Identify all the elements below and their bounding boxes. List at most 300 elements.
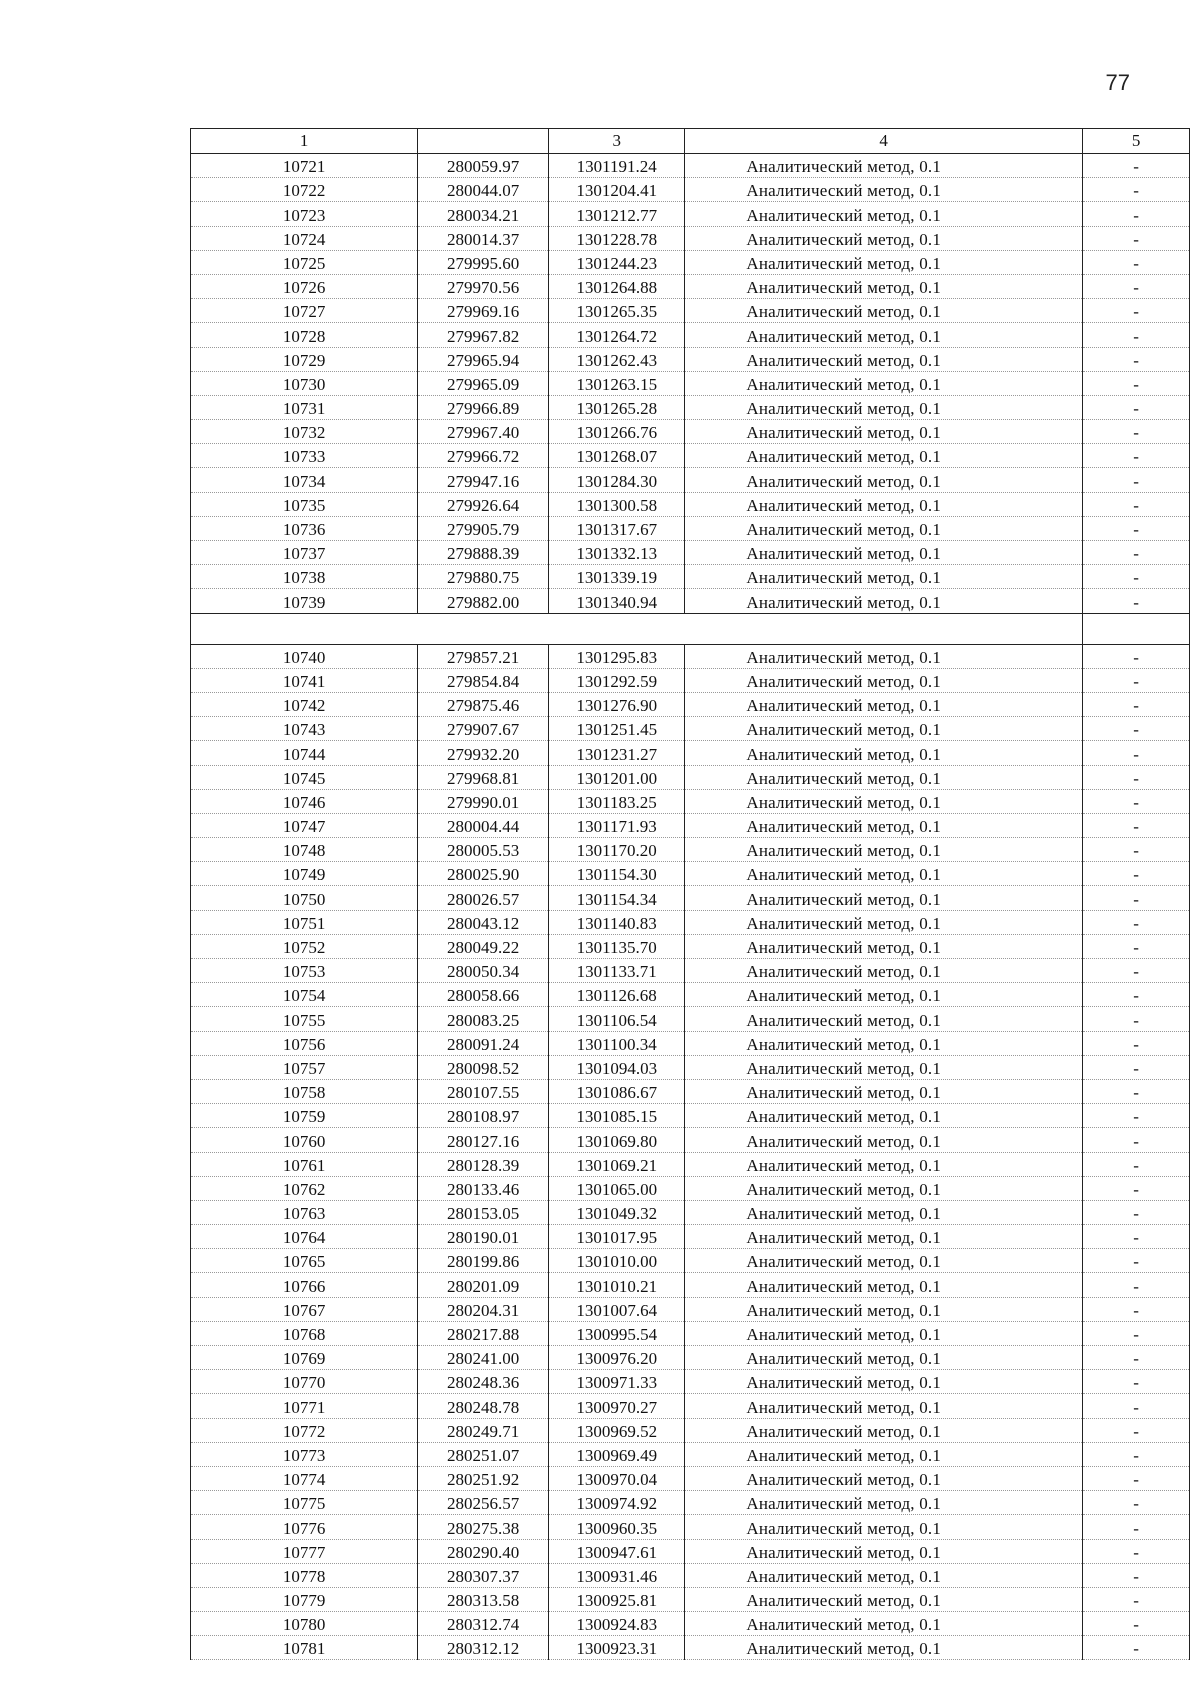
y-coordinate-cell: 1301010.21	[549, 1273, 685, 1297]
table-row	[191, 741, 1190, 765]
point-number-cell: 10745	[191, 765, 418, 789]
note-cell: -	[1083, 1539, 1190, 1563]
x-coordinate-cell: 279990.01	[418, 789, 549, 813]
y-coordinate-cell: 1301265.35	[549, 299, 685, 323]
x-coordinate-cell: 280127.16	[418, 1128, 549, 1152]
table-row	[191, 1200, 1190, 1224]
note-cell: -	[1083, 789, 1190, 813]
point-number-cell: 10747	[191, 813, 418, 837]
point-number-cell: 10731	[191, 395, 418, 419]
point-number-cell: 10777	[191, 1539, 418, 1563]
x-coordinate-cell: 280241.00	[418, 1346, 549, 1370]
table-row	[191, 347, 1190, 371]
point-number-cell: 10721	[191, 154, 418, 178]
note-cell: -	[1083, 1128, 1190, 1152]
table-row	[191, 789, 1190, 813]
y-coordinate-cell: 1301265.28	[549, 395, 685, 419]
x-coordinate-cell: 279967.40	[418, 420, 549, 444]
note-cell: -	[1083, 516, 1190, 540]
note-cell: -	[1083, 886, 1190, 910]
x-coordinate-cell: 279888.39	[418, 541, 549, 565]
table-row	[191, 371, 1190, 395]
method-cell: Аналитический метод, 0.1	[685, 1394, 1083, 1418]
header-col-2	[418, 129, 549, 154]
note-cell: -	[1083, 1152, 1190, 1176]
note-cell: -	[1083, 1418, 1190, 1442]
method-cell: Аналитический метод, 0.1	[685, 1636, 1083, 1660]
x-coordinate-cell: 280108.97	[418, 1104, 549, 1128]
x-coordinate-cell: 280248.78	[418, 1394, 549, 1418]
method-cell: Аналитический метод, 0.1	[685, 1321, 1083, 1345]
note-cell: -	[1083, 299, 1190, 323]
method-cell: Аналитический метод, 0.1	[685, 983, 1083, 1007]
note-cell: -	[1083, 1104, 1190, 1128]
method-cell: Аналитический метод, 0.1	[685, 1007, 1083, 1031]
note-cell: -	[1083, 541, 1190, 565]
x-coordinate-cell: 280050.34	[418, 959, 549, 983]
method-cell: Аналитический метод, 0.1	[685, 226, 1083, 250]
method-cell: Аналитический метод, 0.1	[685, 886, 1083, 910]
note-cell: -	[1083, 1442, 1190, 1466]
table-row	[191, 1079, 1190, 1103]
point-number-cell: 10767	[191, 1297, 418, 1321]
x-coordinate-cell: 280083.25	[418, 1007, 549, 1031]
point-number-cell: 10778	[191, 1563, 418, 1587]
point-number-cell: 10732	[191, 420, 418, 444]
table-row	[191, 1587, 1190, 1611]
y-coordinate-cell: 1301228.78	[549, 226, 685, 250]
y-coordinate-cell: 1301100.34	[549, 1031, 685, 1055]
x-coordinate-cell: 280251.92	[418, 1466, 549, 1490]
method-cell: Аналитический метод, 0.1	[685, 838, 1083, 862]
y-coordinate-cell: 1301135.70	[549, 934, 685, 958]
note-cell: -	[1083, 1225, 1190, 1249]
y-coordinate-cell: 1301204.41	[549, 178, 685, 202]
gap-cell	[418, 613, 549, 644]
note-cell: -	[1083, 154, 1190, 178]
x-coordinate-cell: 280251.07	[418, 1442, 549, 1466]
x-coordinate-cell: 279965.09	[418, 371, 549, 395]
point-number-cell: 10764	[191, 1225, 418, 1249]
table-row	[191, 1418, 1190, 1442]
table-row	[191, 395, 1190, 419]
x-coordinate-cell: 279905.79	[418, 516, 549, 540]
note-cell: -	[1083, 226, 1190, 250]
method-cell: Аналитический метод, 0.1	[685, 395, 1083, 419]
note-cell: -	[1083, 813, 1190, 837]
y-coordinate-cell: 1301094.03	[549, 1055, 685, 1079]
table-row	[191, 154, 1190, 178]
method-cell: Аналитический метод, 0.1	[685, 1442, 1083, 1466]
point-number-cell: 10752	[191, 934, 418, 958]
point-number-cell: 10733	[191, 444, 418, 468]
method-cell: Аналитический метод, 0.1	[685, 1539, 1083, 1563]
table-row	[191, 1612, 1190, 1636]
y-coordinate-cell: 1301292.59	[549, 668, 685, 692]
method-cell: Аналитический метод, 0.1	[685, 250, 1083, 274]
y-coordinate-cell: 1301251.45	[549, 717, 685, 741]
x-coordinate-cell: 280025.90	[418, 862, 549, 886]
x-coordinate-cell: 280014.37	[418, 226, 549, 250]
y-coordinate-cell: 1301276.90	[549, 692, 685, 716]
x-coordinate-cell: 279926.64	[418, 492, 549, 516]
note-cell: -	[1083, 934, 1190, 958]
point-number-cell: 10756	[191, 1031, 418, 1055]
table-row	[191, 813, 1190, 837]
method-cell: Аналитический метод, 0.1	[685, 1418, 1083, 1442]
table-row	[191, 1515, 1190, 1539]
note-cell: -	[1083, 668, 1190, 692]
point-number-cell: 10780	[191, 1612, 418, 1636]
y-coordinate-cell: 1301007.64	[549, 1297, 685, 1321]
point-number-cell: 10727	[191, 299, 418, 323]
note-cell: -	[1083, 565, 1190, 589]
y-coordinate-cell: 1301212.77	[549, 202, 685, 226]
table-row	[191, 862, 1190, 886]
note-cell: -	[1083, 468, 1190, 492]
note-cell: -	[1083, 420, 1190, 444]
table-row	[191, 202, 1190, 226]
method-cell: Аналитический метод, 0.1	[685, 1466, 1083, 1490]
table-row	[191, 644, 1190, 668]
method-cell: Аналитический метод, 0.1	[685, 589, 1083, 613]
coordinates-table-body	[191, 129, 1190, 1660]
y-coordinate-cell: 1301268.07	[549, 444, 685, 468]
method-cell: Аналитический метод, 0.1	[685, 1176, 1083, 1200]
x-coordinate-cell: 279875.46	[418, 692, 549, 716]
note-cell: -	[1083, 1515, 1190, 1539]
note-cell: -	[1083, 1636, 1190, 1660]
y-coordinate-cell: 1301140.83	[549, 910, 685, 934]
method-cell: Аналитический метод, 0.1	[685, 1491, 1083, 1515]
table-row	[191, 717, 1190, 741]
point-number-cell: 10772	[191, 1418, 418, 1442]
table-row	[191, 692, 1190, 716]
table-row	[191, 1152, 1190, 1176]
point-number-cell: 10725	[191, 250, 418, 274]
point-number-cell: 10779	[191, 1587, 418, 1611]
note-cell: -	[1083, 959, 1190, 983]
note-cell: -	[1083, 1370, 1190, 1394]
method-cell: Аналитический метод, 0.1	[685, 1563, 1083, 1587]
x-coordinate-cell: 280005.53	[418, 838, 549, 862]
table-row	[191, 1394, 1190, 1418]
x-coordinate-cell: 280190.01	[418, 1225, 549, 1249]
table-row	[191, 420, 1190, 444]
note-cell: -	[1083, 250, 1190, 274]
y-coordinate-cell: 1301339.19	[549, 565, 685, 589]
method-cell: Аналитический метод, 0.1	[685, 541, 1083, 565]
note-cell: -	[1083, 347, 1190, 371]
y-coordinate-cell: 1301332.13	[549, 541, 685, 565]
table-row	[191, 1225, 1190, 1249]
x-coordinate-cell: 280201.09	[418, 1273, 549, 1297]
y-coordinate-cell: 1301154.34	[549, 886, 685, 910]
x-coordinate-cell: 279967.82	[418, 323, 549, 347]
note-cell: -	[1083, 1297, 1190, 1321]
table-row	[191, 1442, 1190, 1466]
method-cell: Аналитический метод, 0.1	[685, 1055, 1083, 1079]
y-coordinate-cell: 1301340.94	[549, 589, 685, 613]
note-cell: -	[1083, 741, 1190, 765]
x-coordinate-cell: 280275.38	[418, 1515, 549, 1539]
x-coordinate-cell: 279966.89	[418, 395, 549, 419]
note-cell: -	[1083, 1466, 1190, 1490]
table-row	[191, 274, 1190, 298]
y-coordinate-cell: 1301133.71	[549, 959, 685, 983]
point-number-cell: 10774	[191, 1466, 418, 1490]
y-coordinate-cell: 1301300.58	[549, 492, 685, 516]
table-row	[191, 959, 1190, 983]
table-row	[191, 1346, 1190, 1370]
method-cell: Аналитический метод, 0.1	[685, 741, 1083, 765]
table-row	[191, 1055, 1190, 1079]
x-coordinate-cell: 280199.86	[418, 1249, 549, 1273]
point-number-cell: 10773	[191, 1442, 418, 1466]
table-row	[191, 1321, 1190, 1345]
note-cell: -	[1083, 1007, 1190, 1031]
y-coordinate-cell: 1300947.61	[549, 1539, 685, 1563]
x-coordinate-cell: 280312.12	[418, 1636, 549, 1660]
note-cell: -	[1083, 910, 1190, 934]
x-coordinate-cell: 279857.21	[418, 644, 549, 668]
y-coordinate-cell: 1301010.00	[549, 1249, 685, 1273]
table-row	[191, 226, 1190, 250]
table-row	[191, 1007, 1190, 1031]
y-coordinate-cell: 1301126.68	[549, 983, 685, 1007]
point-number-cell: 10743	[191, 717, 418, 741]
x-coordinate-cell: 280004.44	[418, 813, 549, 837]
method-cell: Аналитический метод, 0.1	[685, 789, 1083, 813]
x-coordinate-cell: 280249.71	[418, 1418, 549, 1442]
note-cell: -	[1083, 1079, 1190, 1103]
point-number-cell: 10755	[191, 1007, 418, 1031]
point-number-cell: 10748	[191, 838, 418, 862]
table-row	[191, 1370, 1190, 1394]
y-coordinate-cell: 1301264.88	[549, 274, 685, 298]
y-coordinate-cell: 1300970.04	[549, 1466, 685, 1490]
point-number-cell: 10759	[191, 1104, 418, 1128]
x-coordinate-cell: 280133.46	[418, 1176, 549, 1200]
y-coordinate-cell: 1301154.30	[549, 862, 685, 886]
point-number-cell: 10751	[191, 910, 418, 934]
table-row	[191, 1128, 1190, 1152]
note-cell: -	[1083, 202, 1190, 226]
method-cell: Аналитический метод, 0.1	[685, 959, 1083, 983]
note-cell: -	[1083, 717, 1190, 741]
method-cell: Аналитический метод, 0.1	[685, 1031, 1083, 1055]
y-coordinate-cell: 1301069.80	[549, 1128, 685, 1152]
note-cell: -	[1083, 1587, 1190, 1611]
point-number-cell: 10736	[191, 516, 418, 540]
table-row	[191, 1031, 1190, 1055]
y-coordinate-cell: 1301231.27	[549, 741, 685, 765]
gap-cell	[685, 613, 1083, 644]
table-row	[191, 1636, 1190, 1660]
y-coordinate-cell: 1301295.83	[549, 644, 685, 668]
method-cell: Аналитический метод, 0.1	[685, 274, 1083, 298]
note-cell: -	[1083, 983, 1190, 1007]
table-row	[191, 1249, 1190, 1273]
y-coordinate-cell: 1301263.15	[549, 371, 685, 395]
note-cell: -	[1083, 1200, 1190, 1224]
y-coordinate-cell: 1300974.92	[549, 1491, 685, 1515]
y-coordinate-cell: 1301065.00	[549, 1176, 685, 1200]
table-row	[191, 1539, 1190, 1563]
x-coordinate-cell: 279968.81	[418, 765, 549, 789]
method-cell: Аналитический метод, 0.1	[685, 299, 1083, 323]
point-number-cell: 10781	[191, 1636, 418, 1660]
method-cell: Аналитический метод, 0.1	[685, 323, 1083, 347]
y-coordinate-cell: 1300923.31	[549, 1636, 685, 1660]
method-cell: Аналитический метод, 0.1	[685, 154, 1083, 178]
x-coordinate-cell: 280217.88	[418, 1321, 549, 1345]
x-coordinate-cell: 279970.56	[418, 274, 549, 298]
y-coordinate-cell: 1301069.21	[549, 1152, 685, 1176]
method-cell: Аналитический метод, 0.1	[685, 516, 1083, 540]
y-coordinate-cell: 1301049.32	[549, 1200, 685, 1224]
y-coordinate-cell: 1301284.30	[549, 468, 685, 492]
point-number-cell: 10770	[191, 1370, 418, 1394]
note-cell: -	[1083, 444, 1190, 468]
table-header-row	[191, 129, 1190, 154]
x-coordinate-cell: 280128.39	[418, 1152, 549, 1176]
x-coordinate-cell: 280098.52	[418, 1055, 549, 1079]
y-coordinate-cell: 1301266.76	[549, 420, 685, 444]
table-row	[191, 1491, 1190, 1515]
point-number-cell: 10724	[191, 226, 418, 250]
x-coordinate-cell: 280043.12	[418, 910, 549, 934]
table-row	[191, 492, 1190, 516]
y-coordinate-cell: 1301171.93	[549, 813, 685, 837]
method-cell: Аналитический метод, 0.1	[685, 717, 1083, 741]
y-coordinate-cell: 1300970.27	[549, 1394, 685, 1418]
point-number-cell: 10769	[191, 1346, 418, 1370]
point-number-cell: 10722	[191, 178, 418, 202]
table-row	[191, 1273, 1190, 1297]
method-cell: Аналитический метод, 0.1	[685, 910, 1083, 934]
x-coordinate-cell: 279932.20	[418, 741, 549, 765]
table-row	[191, 910, 1190, 934]
page-number: 77	[1105, 70, 1130, 95]
table-row	[191, 1466, 1190, 1490]
table-row	[191, 565, 1190, 589]
method-cell: Аналитический метод, 0.1	[685, 644, 1083, 668]
coordinates-table	[190, 128, 1190, 1660]
note-cell: -	[1083, 838, 1190, 862]
x-coordinate-cell: 279947.16	[418, 468, 549, 492]
point-number-cell: 10738	[191, 565, 418, 589]
x-coordinate-cell: 280044.07	[418, 178, 549, 202]
method-cell: Аналитический метод, 0.1	[685, 692, 1083, 716]
method-cell: Аналитический метод, 0.1	[685, 468, 1083, 492]
x-coordinate-cell: 280312.74	[418, 1612, 549, 1636]
method-cell: Аналитический метод, 0.1	[685, 934, 1083, 958]
table-row	[191, 838, 1190, 862]
gap-cell	[191, 613, 418, 644]
x-coordinate-cell: 280256.57	[418, 1491, 549, 1515]
table-row	[191, 983, 1190, 1007]
method-cell: Аналитический метод, 0.1	[685, 347, 1083, 371]
note-cell: -	[1083, 692, 1190, 716]
note-cell: -	[1083, 1491, 1190, 1515]
method-cell: Аналитический метод, 0.1	[685, 1273, 1083, 1297]
note-cell: -	[1083, 371, 1190, 395]
x-coordinate-cell: 280091.24	[418, 1031, 549, 1055]
y-coordinate-cell: 1301183.25	[549, 789, 685, 813]
x-coordinate-cell: 279969.16	[418, 299, 549, 323]
method-cell: Аналитический метод, 0.1	[685, 444, 1083, 468]
method-cell: Аналитический метод, 0.1	[685, 202, 1083, 226]
y-coordinate-cell: 1301086.67	[549, 1079, 685, 1103]
y-coordinate-cell: 1300976.20	[549, 1346, 685, 1370]
point-number-cell: 10749	[191, 862, 418, 886]
point-number-cell: 10754	[191, 983, 418, 1007]
note-cell: -	[1083, 589, 1190, 613]
method-cell: Аналитический метод, 0.1	[685, 178, 1083, 202]
note-cell: -	[1083, 323, 1190, 347]
x-coordinate-cell: 280107.55	[418, 1079, 549, 1103]
y-coordinate-cell: 1300971.33	[549, 1370, 685, 1394]
y-coordinate-cell: 1300969.52	[549, 1418, 685, 1442]
point-number-cell: 10735	[191, 492, 418, 516]
table-row	[191, 765, 1190, 789]
note-cell: -	[1083, 1273, 1190, 1297]
table-section-gap	[191, 613, 1190, 644]
x-coordinate-cell: 280026.57	[418, 886, 549, 910]
x-coordinate-cell: 280034.21	[418, 202, 549, 226]
note-cell: -	[1083, 1563, 1190, 1587]
x-coordinate-cell: 279965.94	[418, 347, 549, 371]
table-row	[191, 516, 1190, 540]
method-cell: Аналитический метод, 0.1	[685, 1587, 1083, 1611]
y-coordinate-cell: 1301106.54	[549, 1007, 685, 1031]
x-coordinate-cell: 279854.84	[418, 668, 549, 692]
method-cell: Аналитический метод, 0.1	[685, 1104, 1083, 1128]
table-row	[191, 1297, 1190, 1321]
table-row	[191, 589, 1190, 613]
x-coordinate-cell: 280153.05	[418, 1200, 549, 1224]
y-coordinate-cell: 1301085.15	[549, 1104, 685, 1128]
header-col-1: 1	[191, 129, 418, 154]
y-coordinate-cell: 1301017.95	[549, 1225, 685, 1249]
x-coordinate-cell: 280058.66	[418, 983, 549, 1007]
method-cell: Аналитический метод, 0.1	[685, 1152, 1083, 1176]
note-cell: -	[1083, 1394, 1190, 1418]
y-coordinate-cell: 1300924.83	[549, 1612, 685, 1636]
point-number-cell: 10768	[191, 1321, 418, 1345]
x-coordinate-cell: 280204.31	[418, 1297, 549, 1321]
x-coordinate-cell: 280307.37	[418, 1563, 549, 1587]
note-cell: -	[1083, 1321, 1190, 1345]
table-row	[191, 1176, 1190, 1200]
point-number-cell: 10744	[191, 741, 418, 765]
header-col-3: 3	[549, 129, 685, 154]
note-cell: -	[1083, 862, 1190, 886]
x-coordinate-cell: 280290.40	[418, 1539, 549, 1563]
table-row	[191, 886, 1190, 910]
point-number-cell: 10753	[191, 959, 418, 983]
point-number-cell: 10765	[191, 1249, 418, 1273]
note-cell: -	[1083, 765, 1190, 789]
point-number-cell: 10760	[191, 1128, 418, 1152]
point-number-cell: 10740	[191, 644, 418, 668]
note-cell: -	[1083, 1176, 1190, 1200]
method-cell: Аналитический метод, 0.1	[685, 668, 1083, 692]
y-coordinate-cell: 1300931.46	[549, 1563, 685, 1587]
note-cell: -	[1083, 644, 1190, 668]
point-number-cell: 10750	[191, 886, 418, 910]
